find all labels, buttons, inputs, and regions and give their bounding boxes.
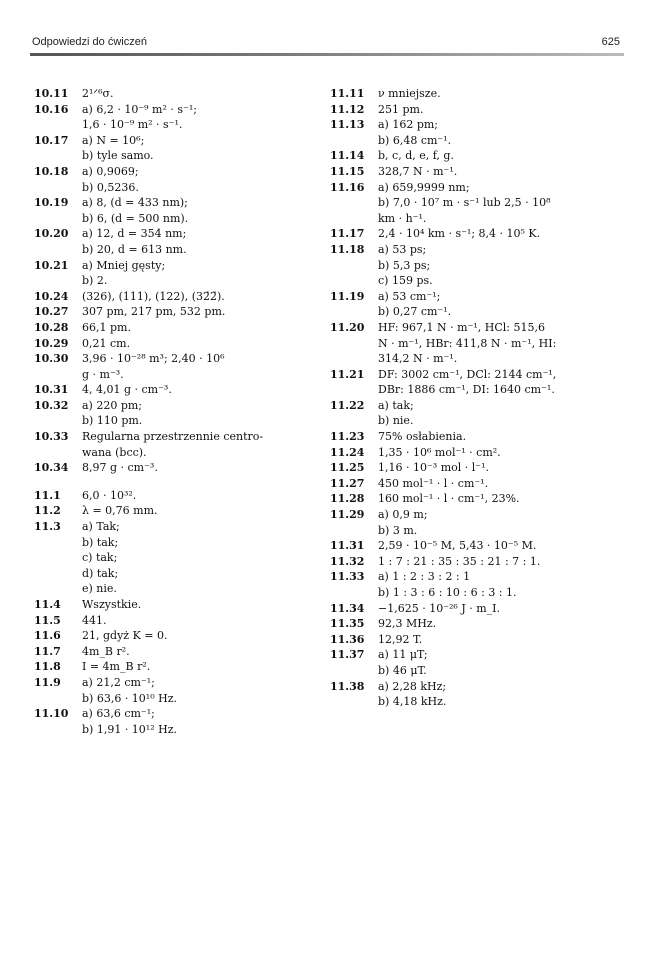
exercise-number: 11.1: [34, 488, 61, 502]
answer-text: [378, 507, 630, 538]
answer-line: a) 12, d = 354 nm;: [82, 227, 187, 241]
exercise-number: 11.5: [34, 613, 61, 627]
exercise-number: 11.19: [330, 289, 365, 303]
answer-entry: [330, 476, 630, 492]
answer-line: 92,3 MHz.: [378, 617, 437, 631]
left-answer-column: [34, 86, 314, 737]
answer-line: DBr: 1886 cm⁻¹, DI: 1640 cm⁻¹.: [378, 383, 555, 397]
answer-entry: [330, 554, 630, 570]
running-header-title: Odpowiedzi do ćwiczeń: [32, 36, 147, 48]
answer-text: [378, 102, 630, 118]
exercise-number: 11.35: [330, 617, 365, 631]
answer-entry: [330, 367, 630, 398]
answer-text: [378, 289, 630, 320]
exercise-number: 11.33: [330, 570, 365, 584]
answer-text: [378, 226, 630, 242]
exercise-number: 11.28: [330, 492, 365, 506]
answer-line: 21, gdyż K = 0.: [82, 629, 168, 643]
answer-text: [82, 133, 314, 164]
exercise-number: 11.22: [330, 398, 365, 412]
exercise-number: 11.13: [330, 118, 365, 132]
exercise-number: 11.7: [34, 644, 61, 658]
answer-line: 2,59 · 10⁻⁵ M, 5,43 · 10⁻⁵ M.: [378, 539, 537, 553]
answer-entry: [330, 117, 630, 148]
exercise-number: 11.2: [34, 504, 61, 518]
answer-line: a) N = 10⁶;: [82, 133, 145, 147]
answer-text: [378, 491, 630, 507]
answer-entry: [34, 226, 314, 257]
answer-entry: [34, 644, 314, 660]
exercise-number: 11.21: [330, 367, 365, 381]
answer-line: 314,2 N · m⁻¹.: [378, 352, 458, 366]
answer-text: [82, 102, 314, 133]
answer-line: 1,16 · 10⁻³ mol · l⁻¹.: [378, 461, 489, 475]
exercise-number: 10.34: [34, 461, 69, 475]
answer-text: [82, 644, 314, 660]
answer-line: 1,6 · 10⁻⁹ m² · s⁻¹.: [82, 118, 183, 132]
answer-text: [378, 242, 630, 289]
answer-line: 4, 4,01 g · cm⁻³.: [82, 383, 172, 397]
answer-line: b) tak;: [82, 535, 119, 549]
answer-text: [82, 164, 314, 195]
answer-text: [378, 117, 630, 148]
answer-entry: [330, 491, 630, 507]
answer-line: a) 8, (d = 433 nm);: [82, 196, 188, 210]
answer-text: [378, 679, 630, 710]
answer-line: b) 46 μT.: [378, 663, 427, 677]
answer-text: [82, 597, 314, 613]
answer-line: b) 63,6 · 10¹⁰ Hz.: [82, 691, 178, 705]
answer-line: a) tak;: [378, 398, 414, 412]
answer-text: [82, 195, 314, 226]
answer-line: b) 5,3 ps;: [378, 258, 431, 272]
page-number: 625: [601, 36, 620, 48]
exercise-number: 11.32: [330, 554, 365, 568]
answer-entry: [330, 538, 630, 554]
answer-line: HF: 967,1 N · m⁻¹, HCl: 515,6: [378, 320, 545, 334]
exercise-number: 10.24: [34, 289, 69, 303]
answer-entry: [330, 102, 630, 118]
answer-entry: [34, 398, 314, 429]
answer-entry: [34, 336, 314, 352]
answer-entry: [34, 659, 314, 675]
answer-line: a) 21,2 cm⁻¹;: [82, 675, 155, 689]
answer-entry: [330, 164, 630, 180]
exercise-number: 11.34: [330, 601, 365, 615]
answer-text: [378, 460, 630, 476]
answer-line: DF: 3002 cm⁻¹, DCl: 2144 cm⁻¹,: [378, 367, 557, 381]
exercise-number: 11.25: [330, 461, 365, 475]
exercise-number: 11.14: [330, 149, 365, 163]
answer-text: [82, 503, 314, 519]
answer-line: b) 1,91 · 10¹² Hz.: [82, 722, 178, 736]
answer-entry: [330, 679, 630, 710]
answer-text: [378, 569, 630, 600]
answer-entry: [330, 569, 630, 600]
answer-line: a) Mniej gęsty;: [82, 258, 166, 272]
answer-text: [378, 164, 630, 180]
answer-line: a) 0,9 m;: [378, 508, 428, 522]
answer-text: [378, 429, 630, 445]
answer-line: b, c, d, e, f, g.: [378, 149, 454, 163]
answer-line: a) 11 μT;: [378, 648, 428, 662]
answer-entry: [34, 503, 314, 519]
answer-line: 0,21 cm.: [82, 336, 131, 350]
answer-text: [378, 554, 630, 570]
answer-text: [82, 460, 314, 476]
exercise-number: 11.11: [330, 87, 365, 100]
exercise-number: 11.20: [330, 320, 365, 334]
exercise-number: 11.29: [330, 508, 365, 522]
exercise-number: 11.6: [34, 629, 61, 643]
exercise-number: 11.8: [34, 660, 61, 674]
answer-entry: [330, 226, 630, 242]
answer-line: a) 220 pm;: [82, 398, 143, 412]
answer-entry: [330, 86, 630, 102]
exercise-number: 10.17: [34, 133, 69, 147]
exercise-number: 11.12: [330, 102, 365, 116]
answer-entry: [330, 507, 630, 538]
exercise-number: 11.17: [330, 227, 365, 241]
answer-line: b) 6, (d = 500 nm).: [82, 211, 189, 225]
exercise-number: 10.32: [34, 398, 69, 412]
exercise-number: 10.28: [34, 320, 69, 334]
answer-entry: [330, 460, 630, 476]
answer-line: b) 20, d = 613 nm.: [82, 242, 187, 256]
answer-line: a) 53 ps;: [378, 242, 427, 256]
answer-line: 307 pm, 217 pm, 532 pm.: [82, 305, 226, 319]
answer-text: [378, 320, 630, 367]
answer-entry: [34, 304, 314, 320]
answer-entry: [34, 289, 314, 305]
answer-text: [82, 519, 314, 597]
answer-entry: [34, 519, 314, 597]
answer-line: a) 6,2 · 10⁻⁹ m² · s⁻¹;: [82, 102, 197, 116]
answer-line: d) tak;: [82, 566, 119, 580]
answer-text: [378, 647, 630, 678]
answer-text: [82, 351, 314, 382]
exercise-number: 10.16: [34, 102, 69, 116]
answer-line: b) nie.: [378, 414, 414, 428]
answer-entry: [34, 351, 314, 382]
answer-text: [82, 289, 314, 305]
answer-text: [378, 180, 630, 227]
answer-entry: [330, 647, 630, 678]
answer-line: I = 4m_B r².: [82, 660, 151, 674]
exercise-number: 11.16: [330, 180, 365, 194]
exercise-number: 11.10: [34, 707, 69, 721]
answer-text: [378, 398, 630, 429]
exercise-number: 11.3: [34, 520, 61, 534]
answer-line: (326), (111), (122), (32̄2̄).: [82, 289, 225, 303]
answer-line: 441.: [82, 613, 107, 627]
answer-text: [378, 632, 630, 648]
answer-line: b) 3 m.: [378, 523, 418, 537]
exercise-number: 11.18: [330, 242, 365, 256]
answer-line: c) 159 ps.: [378, 274, 433, 288]
exercise-number: 10.18: [34, 164, 69, 178]
section-gap: [34, 476, 314, 488]
exercise-number: 11.36: [330, 632, 365, 646]
answer-line: 1 : 7 : 21 : 35 : 35 : 21 : 7 : 1.: [378, 554, 541, 568]
answer-text: [378, 86, 630, 102]
answer-entry: [330, 429, 630, 445]
answer-entry: [330, 616, 630, 632]
answer-entry: [34, 429, 314, 460]
answer-line: λ = 0,76 mm.: [82, 504, 158, 518]
exercise-number: 11.27: [330, 476, 365, 490]
answer-entry: [34, 102, 314, 133]
exercise-number: 10.20: [34, 227, 69, 241]
answer-entry: [34, 320, 314, 336]
answer-text: [82, 613, 314, 629]
answer-line: b) tyle samo.: [82, 149, 154, 163]
answer-entry: [34, 597, 314, 613]
answer-line: a) 1 : 2 : 3 : 2 : 1: [378, 570, 471, 584]
answer-entry: [34, 86, 314, 102]
answer-line: b) 4,18 kHz.: [378, 695, 447, 709]
answer-text: [82, 258, 314, 289]
answer-line: 6,0 · 10³².: [82, 488, 137, 502]
answer-line: Wszystkie.: [82, 598, 142, 611]
header-rule: [30, 53, 624, 56]
answer-line: wana (bcc).: [82, 445, 147, 459]
exercise-number: 10.11: [34, 87, 69, 100]
answer-entry: [34, 164, 314, 195]
answer-text: [378, 616, 630, 632]
answer-line: b) 0,27 cm⁻¹.: [378, 305, 452, 319]
exercise-number: 10.19: [34, 196, 69, 210]
exercise-number: 10.21: [34, 258, 69, 272]
answer-entry: [34, 382, 314, 398]
answer-line: 12,92 T.: [378, 632, 423, 646]
exercise-number: 11.23: [330, 430, 365, 444]
answer-entry: [330, 289, 630, 320]
answer-entry: [34, 628, 314, 644]
answer-text: [378, 538, 630, 554]
answer-text: [82, 675, 314, 706]
exercise-number: 11.9: [34, 675, 61, 689]
answer-text: [82, 86, 314, 102]
answer-text: [378, 601, 630, 617]
answer-text: [82, 304, 314, 320]
answer-entry: [34, 675, 314, 706]
answer-text: [378, 445, 630, 461]
answer-text: [82, 226, 314, 257]
answer-line: 328,7 N · m⁻¹.: [378, 164, 458, 178]
answer-text: [378, 148, 630, 164]
answer-text: [378, 367, 630, 398]
answer-entry: [330, 398, 630, 429]
answer-line: 3,96 · 10⁻²⁸ m³; 2,40 · 10⁶: [82, 352, 225, 366]
answer-line: 1,35 · 10⁶ mol⁻¹ · cm².: [378, 445, 501, 459]
answer-line: a) 2,28 kHz;: [378, 679, 447, 693]
answer-line: a) 659,9999 nm;: [378, 180, 470, 194]
answer-line: 2,4 · 10⁴ km · s⁻¹; 8,4 · 10⁵ K.: [378, 227, 541, 241]
answer-line: 160 mol⁻¹ · l · cm⁻¹, 23%.: [378, 492, 520, 506]
answer-line: b) 1 : 3 : 6 : 10 : 6 : 3 : 1.: [378, 586, 517, 599]
answer-line: Regularna przestrzennie centro-: [82, 430, 264, 444]
answer-line: c) tak;: [82, 551, 118, 565]
answer-line: a) 0,9069;: [82, 164, 139, 178]
answer-entry: [34, 258, 314, 289]
exercise-number: 10.33: [34, 430, 69, 444]
answer-text: [82, 320, 314, 336]
answer-line: 75% osłabienia.: [378, 430, 467, 444]
exercise-number: 11.4: [34, 598, 61, 611]
answer-text: [82, 382, 314, 398]
answer-line: 66,1 pm.: [82, 320, 131, 334]
answer-line: a) 53 cm⁻¹;: [378, 289, 441, 303]
answer-text: [82, 659, 314, 675]
answer-entry: [330, 445, 630, 461]
answer-line: b) 110 pm.: [82, 414, 143, 428]
answer-line: N · m⁻¹, HBr: 411,8 N · m⁻¹, HI:: [378, 336, 557, 350]
answer-text: [378, 476, 630, 492]
exercise-number: 10.30: [34, 352, 69, 366]
answer-line: e) nie.: [82, 582, 117, 596]
exercise-number: 10.31: [34, 383, 69, 397]
answer-entry: [330, 180, 630, 227]
right-answer-column: [330, 86, 630, 710]
answer-line: b) 7,0 · 10⁷ m · s⁻¹ lub 2,5 · 10⁸: [378, 196, 551, 210]
exercise-number: 11.31: [330, 539, 365, 553]
answer-line: a) Tak;: [82, 520, 120, 534]
answer-text: [82, 336, 314, 352]
answer-entry: [330, 601, 630, 617]
answer-entry: [34, 133, 314, 164]
answer-entry: [34, 195, 314, 226]
exercise-number: 11.24: [330, 445, 365, 459]
answer-text: [82, 398, 314, 429]
exercise-number: 11.15: [330, 164, 365, 178]
answer-entry: [330, 632, 630, 648]
exercise-number: 11.38: [330, 679, 365, 693]
answer-line: 251 pm.: [378, 102, 424, 116]
answer-text: [82, 706, 314, 737]
answer-text: [82, 488, 314, 504]
answer-line: 450 mol⁻¹ · l · cm⁻¹.: [378, 476, 489, 490]
exercise-number: 10.27: [34, 305, 69, 319]
answer-line: a) 63,6 cm⁻¹;: [82, 707, 155, 721]
answer-entry: [34, 613, 314, 629]
answer-entry: [34, 460, 314, 476]
answer-text: [82, 429, 314, 460]
answer-line: km · h⁻¹.: [378, 211, 427, 225]
exercise-number: 10.29: [34, 336, 69, 350]
answer-line: 2¹ᐟ⁶σ.: [82, 87, 114, 100]
answer-entry: [330, 148, 630, 164]
answer-entry: [330, 242, 630, 289]
answer-line: −1,625 · 10⁻²⁶ J · m_I.: [378, 601, 500, 615]
answer-entry: [34, 706, 314, 737]
answer-line: ν mniejsze.: [378, 87, 441, 100]
answer-line: 4m_B r².: [82, 644, 130, 658]
answer-line: b) 2.: [82, 274, 108, 288]
answer-line: b) 0,5236.: [82, 180, 139, 194]
answer-line: 8,97 g · cm⁻³.: [82, 461, 158, 475]
answer-text: [82, 628, 314, 644]
answer-line: b) 6,48 cm⁻¹.: [378, 133, 452, 147]
answer-line: a) 162 pm;: [378, 118, 439, 132]
answer-entry: [34, 488, 314, 504]
exercise-number: 11.37: [330, 648, 365, 662]
answer-line: g · m⁻³.: [82, 367, 124, 381]
answer-entry: [330, 320, 630, 367]
